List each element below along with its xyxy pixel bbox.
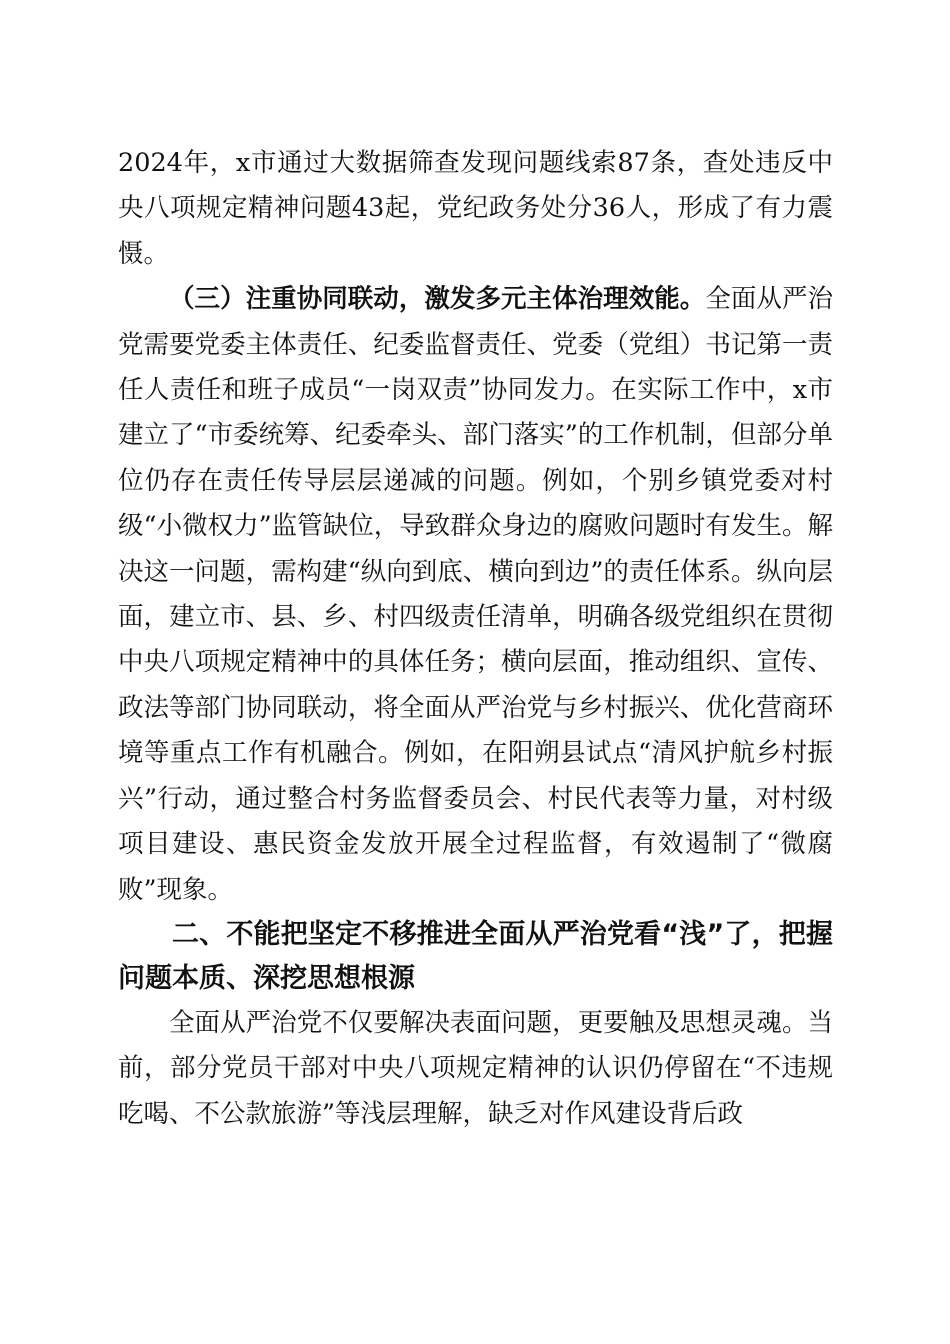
section-heading: 二、不能把坚定不移推进全面从严治党看“浅”了，把握问题本质、深挖思想根源 xyxy=(118,918,833,994)
subsection-heading: （三）注重协同联动，激发多元主体治理效能。 xyxy=(169,284,706,315)
paragraph-2-body: 全面从严治党需要党委主体责任、纪委监督责任、党委（党组）书记第一责任人责任和班子成员“一岗双责”协同发力。在实际工作中，x市建立了“市委统筹、纪委牵头、部门落实”的工作机制，但部分单位仍存在责任传导层层递减的问题。例如，个别乡镇党委对村级“小微权力”监管缺位，导致群众身边的腐败问题时有发生。解决这一问题，需构建“纵向到底、横向到边”的责任体系。纵向层面，建立市、县、乡、村四级责任清单，明确各级党组织在贯彻中央八项规定精神中的具体任务；横向层面，推动组织、宣传、政法等部门协同联动，将全面从严治党与乡村振兴、优化营商环境等重点工作有机融合。例如，在阳朔县试点“清风护航乡村振兴”行动，通过整合村务监督委员会、村民代表等力量，对村级项目建设、惠民资金发放开展全过程监督，有效遏制了“微腐败”现象。 xyxy=(118,284,833,905)
paragraph-1: 2024年，x市通过大数据筛查发现问题线索87条，查处违反中央八项规定精神问题43起，党纪政务处分36人，形成了有力震慑。 xyxy=(118,148,833,269)
paragraph-3: 全面从严治党不仅要解决表面问题，更要触及思想灵魂。当前，部分党员干部对中央八项规定精神的认识仍停留在“不违规吃喝、不公款旅游”等浅层理解，缺乏对作风建设背后政 xyxy=(118,1007,833,1129)
paragraph-2 xyxy=(118,277,833,913)
document-page xyxy=(118,141,833,1137)
